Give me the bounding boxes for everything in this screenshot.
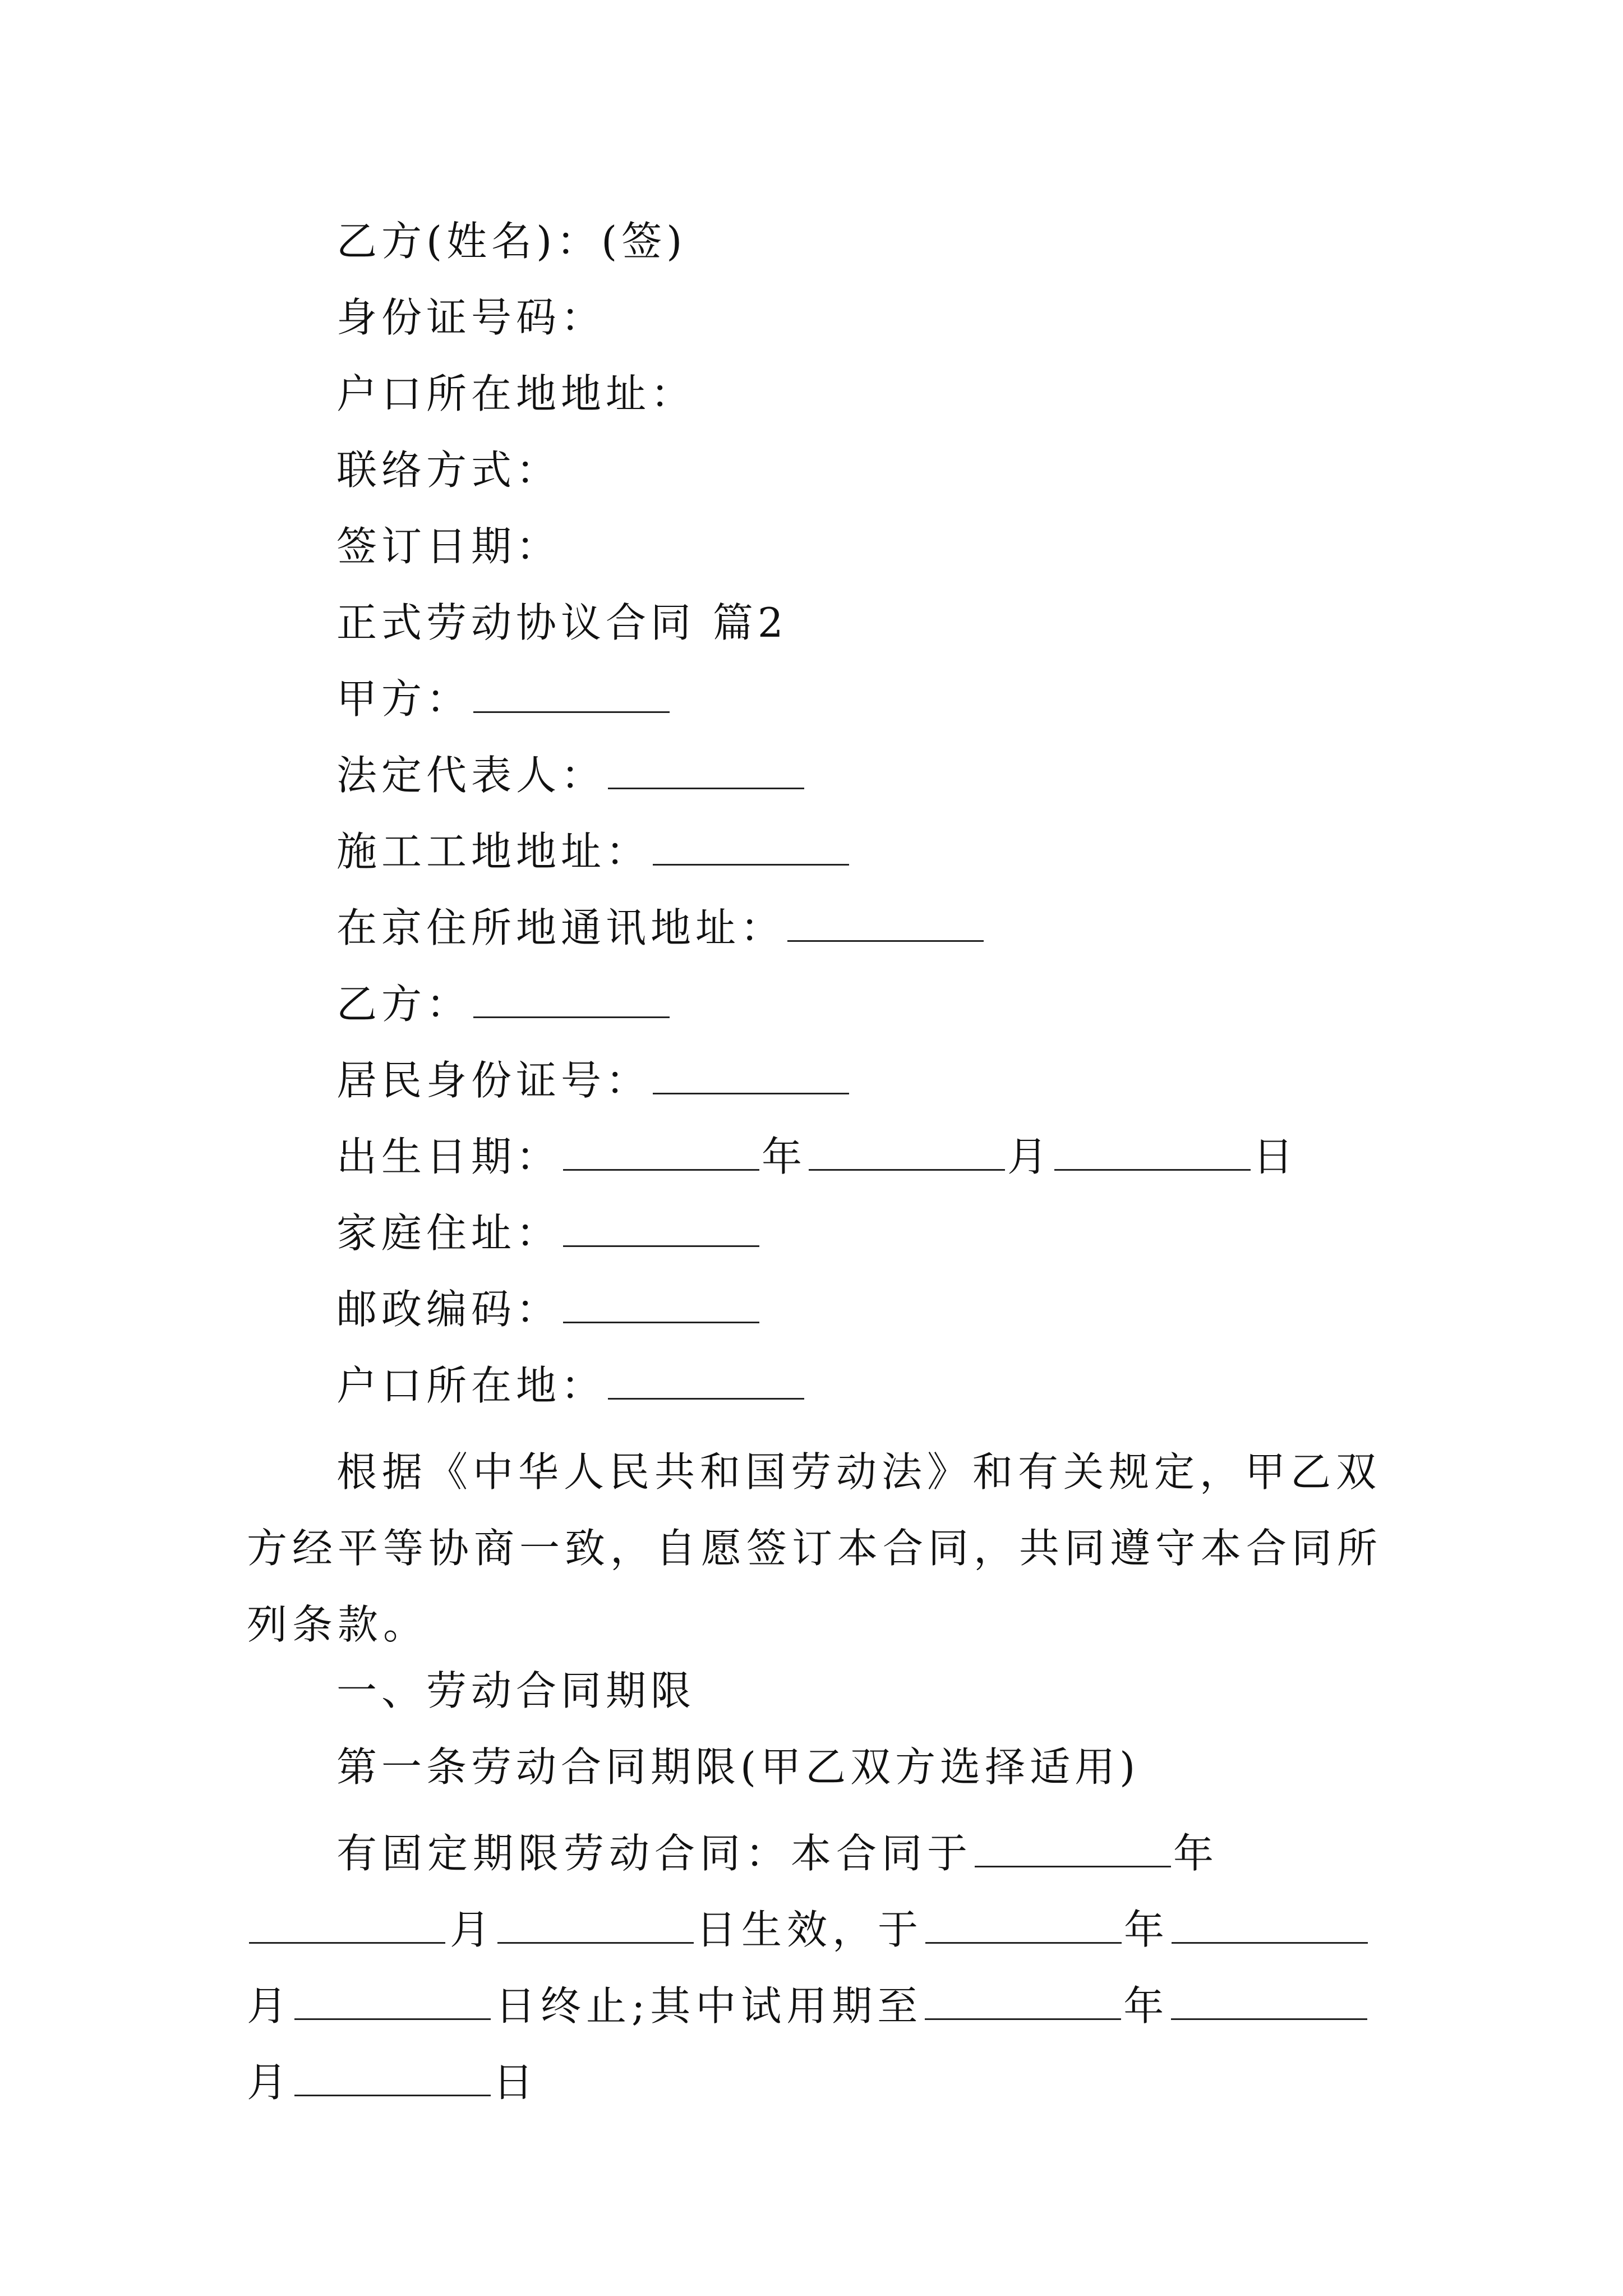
end-year-blank[interactable] (925, 1902, 1122, 1944)
start-day-blank[interactable] (497, 1902, 694, 1944)
probation-day-blank[interactable] (294, 2054, 491, 2096)
birth-month-blank[interactable] (809, 1129, 1005, 1171)
site-address-blank[interactable] (653, 823, 849, 866)
site-address-line: 施工工地地址： (336, 823, 851, 880)
probation-month-blank[interactable] (1171, 1978, 1367, 2020)
party-b-blank[interactable] (473, 976, 670, 1018)
beijing-address-line: 在京住所地通讯地址： (336, 900, 986, 956)
beijing-address-blank[interactable] (787, 900, 984, 942)
probation-year-blank[interactable] (925, 1978, 1121, 2020)
start-year-blank[interactable] (975, 1825, 1171, 1867)
article-heading: 第一条劳动合同期限(甲乙双方选择适用) (336, 1743, 1140, 1791)
birth-year-blank[interactable] (563, 1129, 759, 1171)
hukou-address-line: 户口所在地地址： (336, 370, 696, 417)
postal-code-line: 邮政编码： (336, 1281, 762, 1337)
legal-rep-line: 法定代表人： (336, 747, 806, 803)
hukou-line: 户口所在地： (336, 1358, 806, 1414)
chapter-heading: 一、劳动合同期限 (336, 1667, 696, 1714)
id-number-line: 身份证号码： (336, 294, 606, 341)
party-a-blank[interactable] (473, 671, 670, 713)
start-month-blank[interactable] (249, 1902, 445, 1944)
birth-day-blank[interactable] (1054, 1129, 1251, 1171)
resident-id-line: 居民身份证号： (336, 1052, 851, 1108)
sign-date-line: 签订日期： (336, 523, 561, 570)
hukou-blank[interactable] (608, 1358, 804, 1400)
end-month-blank[interactable] (1172, 1902, 1368, 1944)
term-paragraph: 有固定期限劳动合同：本合同于 年月 日生效，于 年月 日终止;其中试用期至 年月 日 (247, 1815, 1391, 2120)
resident-id-blank[interactable] (653, 1052, 849, 1094)
birth-date-line: 出生日期： 年 月 日 (336, 1129, 1298, 1185)
home-address-blank[interactable] (563, 1205, 759, 1247)
home-address-line: 家庭住址： (336, 1205, 762, 1261)
contact-line: 联络方式： (336, 447, 561, 494)
preamble-paragraph: 根据《中华人民共和国劳动法》和有关规定，甲乙双方经平等协商一致，自愿签订本合同，共同遵守本合同所列条款。 (247, 1448, 1383, 1648)
party-b-name-line: 乙方(姓名)：(签) (336, 218, 687, 265)
party-b-line: 乙方： (336, 976, 672, 1032)
legal-rep-blank[interactable] (608, 747, 804, 789)
section-title: 正式劳动协议合同 篇2 (336, 599, 788, 646)
end-day-blank[interactable] (294, 1978, 491, 2020)
postal-code-blank[interactable] (563, 1281, 759, 1323)
party-a-line: 甲方： (336, 671, 672, 727)
